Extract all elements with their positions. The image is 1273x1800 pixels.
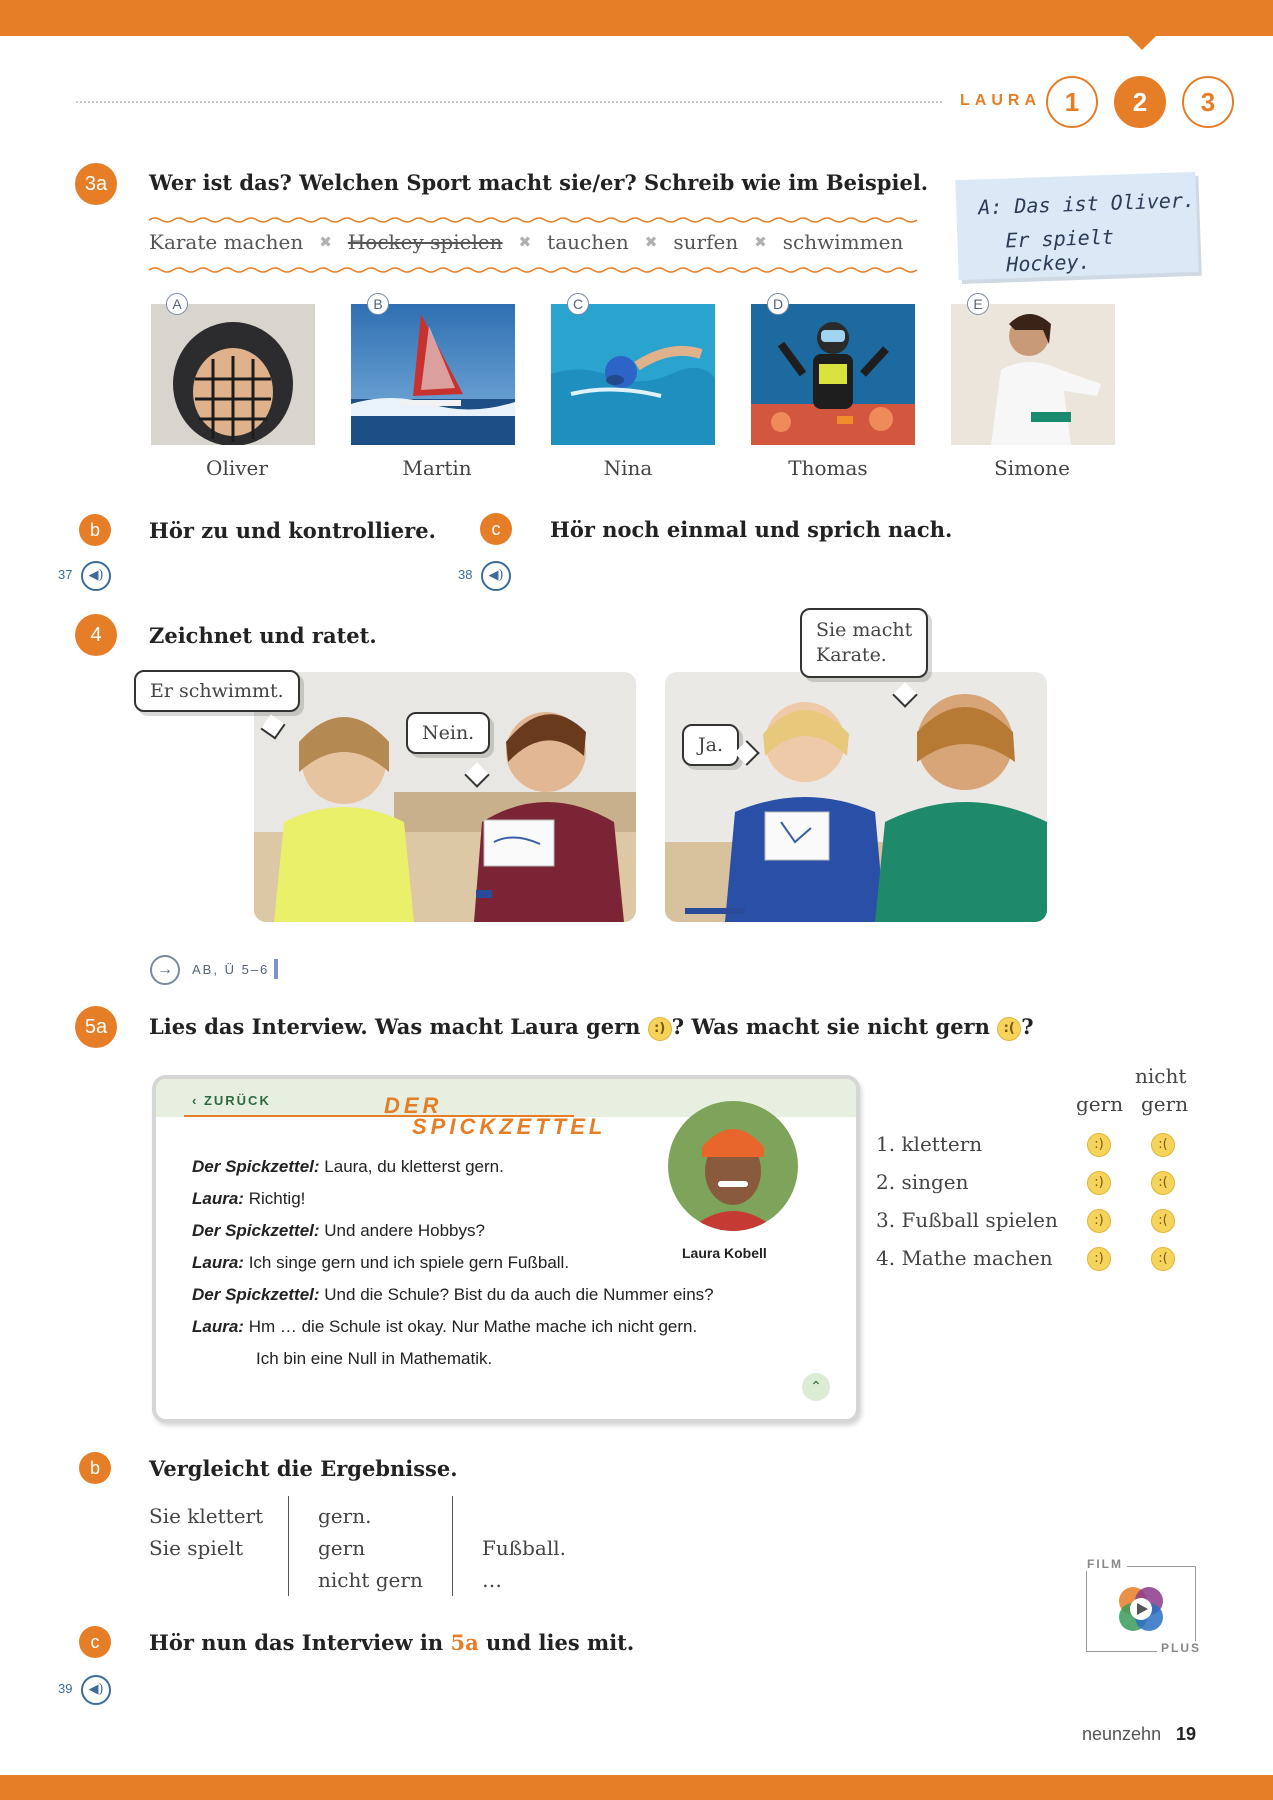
grammar-cell: Sie spielt <box>149 1536 244 1560</box>
scene-photo-guessing-1 <box>254 672 636 922</box>
photo-nina-swimming <box>551 304 715 445</box>
exercise-5c-title <box>149 1630 634 1655</box>
word-hockey-struck: Hockey spielen <box>347 230 503 254</box>
interview-line <box>192 1221 485 1241</box>
photo-martin-surfing <box>351 304 515 445</box>
bubble-line-2: Karate. <box>816 644 887 666</box>
item-klettern: 1. klettern <box>876 1132 983 1156</box>
example-line-1: A: Das ist Oliver. <box>977 187 1196 220</box>
unit-1-button[interactable]: 1 <box>1046 76 1098 128</box>
utterance: Und die Schule? Bist du da auch die Nummer eins? <box>324 1285 714 1304</box>
speech-bubble-er-schwimmt: Er schwimmt. <box>134 670 300 712</box>
bottom-bar <box>0 1775 1273 1800</box>
exercise-badge-5c: c <box>79 1626 111 1658</box>
sad-face-icon[interactable]: :( <box>1151 1209 1175 1233</box>
chevron-left-icon: ‹ <box>192 1093 204 1108</box>
exercise-badge-5a: 5a <box>75 1006 117 1048</box>
exercise-3c-title: Hör noch einmal und sprich nach. <box>550 517 953 542</box>
interview-line <box>192 1253 569 1273</box>
speaker: Der Spickzettel: <box>192 1221 320 1240</box>
arrow-right-icon: → <box>150 955 180 985</box>
happy-face-icon[interactable]: :) <box>1087 1133 1111 1157</box>
laura-portrait <box>668 1101 798 1231</box>
top-bar <box>0 0 1273 36</box>
separator-icon: ✖ <box>518 233 532 251</box>
title-part: Hör nun das Interview in <box>149 1630 444 1655</box>
exercise-badge-5b: b <box>79 1452 111 1484</box>
grammar-cell: gern. <box>318 1504 372 1528</box>
reference-marker <box>274 959 278 979</box>
speaker: Der Spickzettel: <box>192 1285 320 1304</box>
track-number-38: 38 <box>458 567 473 582</box>
track-number-37: 37 <box>58 567 73 582</box>
person-name-oliver: Oliver <box>206 456 268 480</box>
title-part: ? Was macht sie nicht gern <box>671 1014 990 1039</box>
person-name-thomas: Thomas <box>788 456 868 480</box>
speaker: Laura: <box>192 1317 244 1336</box>
title-part: Lies das Interview. Was macht Laura gern <box>149 1014 641 1039</box>
interview-line <box>192 1317 697 1337</box>
speech-bubble-sie-macht-karate <box>800 608 928 678</box>
photo-thomas-diving <box>751 304 915 445</box>
speaker: Laura: <box>192 1189 244 1208</box>
word-tauchen: tauchen <box>547 230 629 254</box>
utterance: Ich singe gern und ich spiele gern Fußball. <box>248 1253 570 1272</box>
grammar-cell: gern <box>318 1536 366 1560</box>
word-schwimmen: schwimmen <box>782 230 904 254</box>
film-label: FILM <box>1083 1557 1127 1571</box>
scene-photo-guessing-2 <box>665 672 1047 922</box>
interview-line-continuation: Ich bin eine Null in Mathematik. <box>256 1349 493 1368</box>
happy-face-icon: :) <box>648 1017 672 1041</box>
exercise-badge-3a: 3a <box>75 163 117 205</box>
utterance: Und andere Hobbys? <box>324 1221 485 1240</box>
column-header-nicht-gern: gern <box>1141 1092 1189 1116</box>
person-name-martin: Martin <box>402 456 472 480</box>
person-caption: Laura Kobell <box>682 1245 767 1261</box>
interview-line <box>192 1189 305 1209</box>
example-note <box>955 172 1198 280</box>
happy-face-icon[interactable]: :) <box>1087 1247 1111 1271</box>
item-mathe: 4. Mathe machen <box>876 1246 1053 1270</box>
scroll-up-icon[interactable]: ⌃ <box>802 1373 830 1401</box>
sad-face-icon: :( <box>997 1017 1021 1041</box>
exercise-3b-title: Hör zu und kontrolliere. <box>149 518 436 543</box>
unit-label: LAURA <box>960 92 1041 109</box>
play-icon <box>1111 1579 1171 1639</box>
word-bank <box>149 216 921 272</box>
item-singen: 2. singen <box>876 1170 969 1194</box>
magazine-logo-line-1: DER <box>384 1093 443 1118</box>
back-label: ZURÜCK <box>203 1093 271 1108</box>
photo-simone-karate <box>951 304 1115 445</box>
speaker: Laura: <box>192 1253 244 1272</box>
happy-face-icon[interactable]: :) <box>1087 1171 1111 1195</box>
unit-3-button[interactable]: 3 <box>1182 76 1234 128</box>
exercise-5a-title <box>149 1014 1034 1041</box>
exercise-badge-3c: c <box>480 513 512 545</box>
sad-face-icon[interactable]: :( <box>1151 1171 1175 1195</box>
grammar-cell: … <box>482 1568 502 1592</box>
photo-letter-c: C <box>567 293 589 315</box>
photo-letter-b: B <box>367 293 389 315</box>
exercise-badge-3b: b <box>79 514 111 546</box>
audio-speaker-icon[interactable]: ◀) <box>81 561 111 591</box>
plus-label: PLUS <box>1157 1641 1205 1655</box>
grammar-divider <box>452 1496 453 1596</box>
word-surfen: surfen <box>673 230 739 254</box>
grammar-divider <box>288 1496 289 1596</box>
interview-card <box>152 1075 860 1423</box>
interview-line <box>192 1285 714 1305</box>
exercise-reference-link[interactable]: 5a <box>450 1630 479 1655</box>
exercise-4-title: Zeichnet und ratet. <box>149 623 377 648</box>
workbook-reference-label: AB, Ü 5–6 <box>192 962 270 977</box>
separator-icon: ✖ <box>644 233 658 251</box>
speech-bubble-ja: Ja. <box>682 724 739 766</box>
exercise-5b-title: Vergleicht die Ergebnisse. <box>149 1456 458 1481</box>
example-line-2: Er spielt Hockey. <box>1005 224 1115 277</box>
page-number: 19 <box>1176 1724 1197 1744</box>
back-button[interactable] <box>192 1093 271 1108</box>
interview-line <box>192 1157 504 1177</box>
speech-bubble-nein: Nein. <box>406 712 490 754</box>
active-unit-marker <box>1128 36 1156 50</box>
audio-speaker-icon[interactable]: ◀) <box>81 1675 111 1705</box>
magazine-logo-line-2: SPICKZETTEL <box>412 1114 607 1139</box>
film-plus-button[interactable] <box>1086 1557 1202 1655</box>
photo-oliver-hockey <box>151 304 315 445</box>
unit-2-button[interactable]: 2 <box>1114 76 1166 128</box>
sad-face-icon[interactable]: :( <box>1151 1133 1175 1157</box>
photo-letter-a: A <box>166 293 188 315</box>
speaker: Der Spickzettel: <box>192 1157 320 1176</box>
track-number-39: 39 <box>58 1681 73 1696</box>
sad-face-icon[interactable]: :( <box>1151 1247 1175 1271</box>
utterance: Richtig! <box>248 1189 306 1208</box>
exercise-badge-4: 4 <box>75 614 117 656</box>
photo-letter-d: D <box>767 293 789 315</box>
grammar-cell: Fußball. <box>482 1536 566 1560</box>
exercise-3a-title: Wer ist das? Welchen Sport macht sie/er? Schreib wie im Beispiel. <box>149 170 929 195</box>
dotted-divider <box>76 101 942 103</box>
word-karate: Karate machen <box>149 230 304 254</box>
bubble-line-1: Sie macht <box>816 619 913 641</box>
column-header-gern: gern <box>1076 1092 1124 1116</box>
happy-face-icon[interactable]: :) <box>1087 1209 1111 1233</box>
photo-letter-e: E <box>967 293 989 315</box>
separator-icon: ✖ <box>754 233 767 251</box>
title-part: ? <box>1021 1014 1034 1039</box>
column-header-nicht: nicht <box>1135 1064 1187 1088</box>
person-name-simone: Simone <box>994 456 1070 480</box>
person-name-nina: Nina <box>603 456 653 480</box>
utterance: Hm … die Schule ist okay. Nur Mathe mache ich nicht gern. <box>248 1317 698 1336</box>
grammar-cell: nicht gern <box>318 1568 423 1592</box>
page-word: neunzehn <box>1082 1724 1162 1744</box>
separator-icon: ✖ <box>319 233 332 251</box>
item-fussball: 3. Fußball spielen <box>876 1208 1058 1232</box>
utterance: Laura, du kletterst gern. <box>324 1157 504 1176</box>
audio-speaker-icon[interactable]: ◀) <box>481 561 511 591</box>
grammar-cell: Sie klettert <box>149 1504 264 1528</box>
title-part: und lies mit. <box>486 1630 635 1655</box>
